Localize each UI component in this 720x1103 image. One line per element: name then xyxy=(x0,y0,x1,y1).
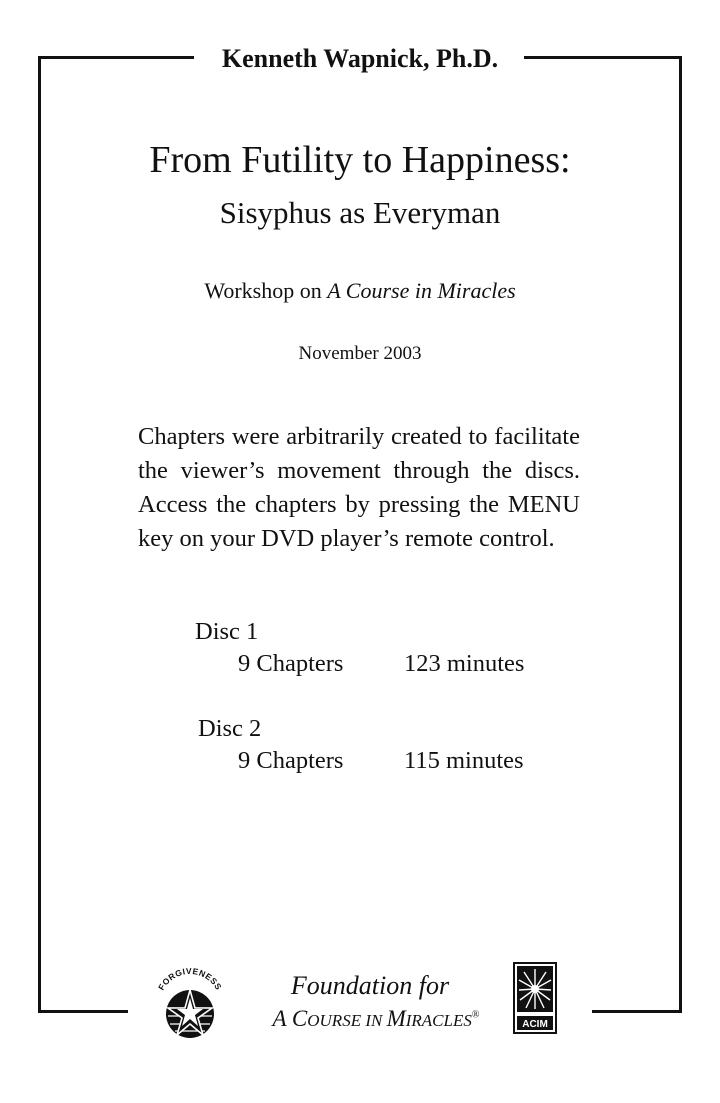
disc-1-chapters: 9 Chapters xyxy=(238,650,344,677)
page-title: From Futility to Happiness: xyxy=(149,139,571,181)
chapters-description: Chapters were arbitrarily created to facilitate the viewer’s movement through the discs. Access the chapters by pressing the MENU key on your DVD player’s remote control. xyxy=(138,423,580,552)
acim-logo-text: ACIM xyxy=(522,1019,548,1030)
foundation-line-1: Foundation for xyxy=(290,971,450,1000)
disc-2-chapters: 9 Chapters xyxy=(238,747,344,774)
disc-2-minutes: 115 minutes xyxy=(404,747,524,774)
forgiveness-logo-text: FORGIVENESS xyxy=(156,965,224,992)
disc-1-minutes: 123 minutes xyxy=(404,650,525,677)
workshop-prefix: Workshop on xyxy=(204,278,328,303)
forgiveness-logo xyxy=(148,960,232,1044)
course-title: A Course in Miracles xyxy=(327,278,516,303)
acim-logo xyxy=(513,962,557,1034)
disc-1-label: Disc 1 xyxy=(195,618,259,645)
registered-mark: ® xyxy=(471,1009,480,1021)
frame-bottom-left xyxy=(38,1010,128,1013)
page-subtitle: Sisyphus as Everyman xyxy=(219,195,501,230)
author-name: Kenneth Wapnick, Ph.D. xyxy=(221,44,499,73)
workshop-line xyxy=(0,278,720,304)
foundation-line-2: A COURSE IN MIRACLES® xyxy=(272,1006,480,1031)
frame-bottom-right xyxy=(592,1010,682,1013)
disc-2-label: Disc 2 xyxy=(198,715,262,742)
date: November 2003 xyxy=(298,343,422,364)
